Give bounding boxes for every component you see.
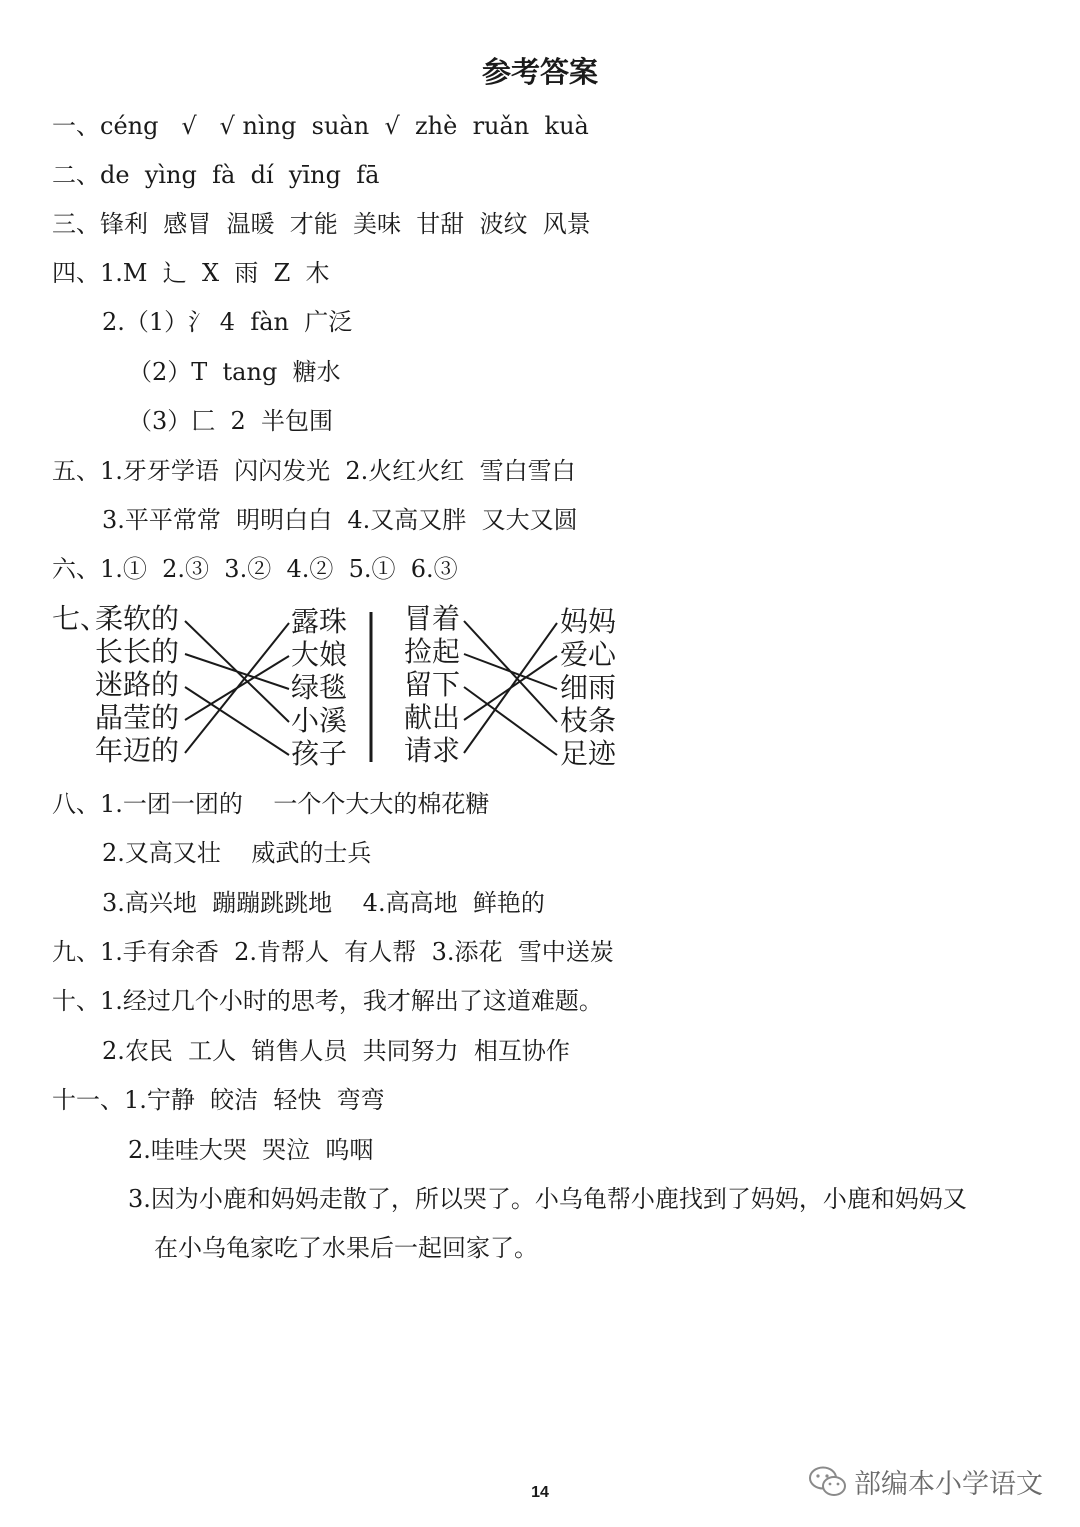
answer-6: 六、1.① 2.③ 3.② 4.② 5.① 6.③ — [52, 555, 458, 583]
match-right-word: 妈妈 — [560, 605, 617, 638]
match-connector — [464, 687, 557, 755]
match-left-word: 留下 — [404, 668, 461, 701]
answer-11-3-cont: 在小乌龟家吃了水果后一起回家了。 — [154, 1234, 538, 1262]
match-right-word: 枝条 — [560, 704, 617, 737]
answer-2: 二、de yìng fà dí yīng fā — [52, 161, 380, 189]
page-title: 参考答案 — [481, 55, 598, 89]
answer-10-2: 2.农民 工人 销售人员 共同努力 相互协作 — [102, 1037, 570, 1065]
match-left-word: 年迈的 — [95, 734, 180, 767]
match-left-word: 请求 — [404, 734, 461, 767]
answer-4-2-1: 2.（1）氵 4 fàn 广泛 — [102, 308, 353, 336]
match-left-word: 晶莹的 — [95, 701, 180, 734]
match-connector — [185, 623, 289, 753]
match-left-word: 长长的 — [95, 635, 180, 668]
match-connector — [464, 623, 557, 753]
match-right-word: 大娘 — [291, 638, 348, 671]
match-right-word: 孩子 — [291, 737, 348, 770]
match-right-word: 露珠 — [291, 605, 348, 638]
watermark — [808, 1462, 1043, 1501]
answer-10-1: 十、1.经过几个小时的思考，我才解出了这道难题。 — [52, 987, 603, 1015]
answer-5-1: 五、1.牙牙学语 闪闪发光 2.火红火红 雪白雪白 — [52, 457, 576, 485]
match-connector — [185, 654, 289, 689]
match-right-word: 细雨 — [560, 671, 617, 704]
match-connector — [464, 621, 557, 722]
answer-8-3: 3.高兴地 蹦蹦跳跳地 4.高高地 鲜艳的 — [102, 889, 545, 917]
answer-11-2: 2.哇哇大哭 哭泣 呜咽 — [128, 1136, 374, 1164]
page-number: 14 — [531, 1484, 549, 1501]
match-left-word: 冒着 — [404, 602, 461, 635]
answer-11-3: 3.因为小鹿和妈妈走散了，所以哭了。小乌龟帮小鹿找到了妈妈，小鹿和妈妈又 — [128, 1185, 967, 1213]
answer-9: 九、1.手有余香 2.肯帮人 有人帮 3.添花 雪中送炭 — [52, 938, 614, 966]
match-connector — [185, 687, 289, 755]
match-left-word: 献出 — [404, 701, 461, 734]
match-left-word: 迷路的 — [95, 668, 180, 701]
match-connector — [464, 656, 557, 720]
watermark-text: 部编本小学语文 — [854, 1469, 1043, 1500]
answer-5-3: 3.平平常常 明明白白 4.又高又胖 又大又圆 — [102, 506, 578, 534]
match-right-word: 小溪 — [291, 704, 348, 737]
answer-3: 三、锋利 感冒 温暖 才能 美味 甘甜 波纹 风景 — [52, 210, 591, 238]
match-label: 七、 — [52, 602, 109, 635]
match-right-word: 爱心 — [560, 638, 617, 671]
answer-8-1: 八、1.一团一团的 一个个大大的棉花糖 — [52, 790, 490, 818]
match-connector — [464, 654, 557, 689]
match-left-word: 柔软的 — [95, 602, 180, 635]
wechat-icon — [808, 1465, 848, 1499]
answer-4-1: 四、1.M 辶 X 雨 Z 木 — [52, 259, 330, 287]
match-left-word: 捡起 — [404, 635, 461, 668]
answer-11-1: 十一、1.宁静 皎洁 轻快 弯弯 — [52, 1086, 385, 1114]
match-right-word: 绿毯 — [291, 671, 348, 704]
match-right-word: 足迹 — [560, 737, 617, 770]
answer-1: 一、céng √ √ nìng suàn √ zhè ruǎn kuà — [52, 112, 589, 140]
match-connector — [185, 656, 289, 720]
answer-4-2-3: （3）匚 2 半包围 — [128, 407, 334, 435]
match-connector — [185, 621, 289, 722]
answer-4-2-2: （2）T tang 糖水 — [128, 358, 341, 386]
answer-8-2: 2.又高又壮 威武的士兵 — [102, 839, 372, 867]
